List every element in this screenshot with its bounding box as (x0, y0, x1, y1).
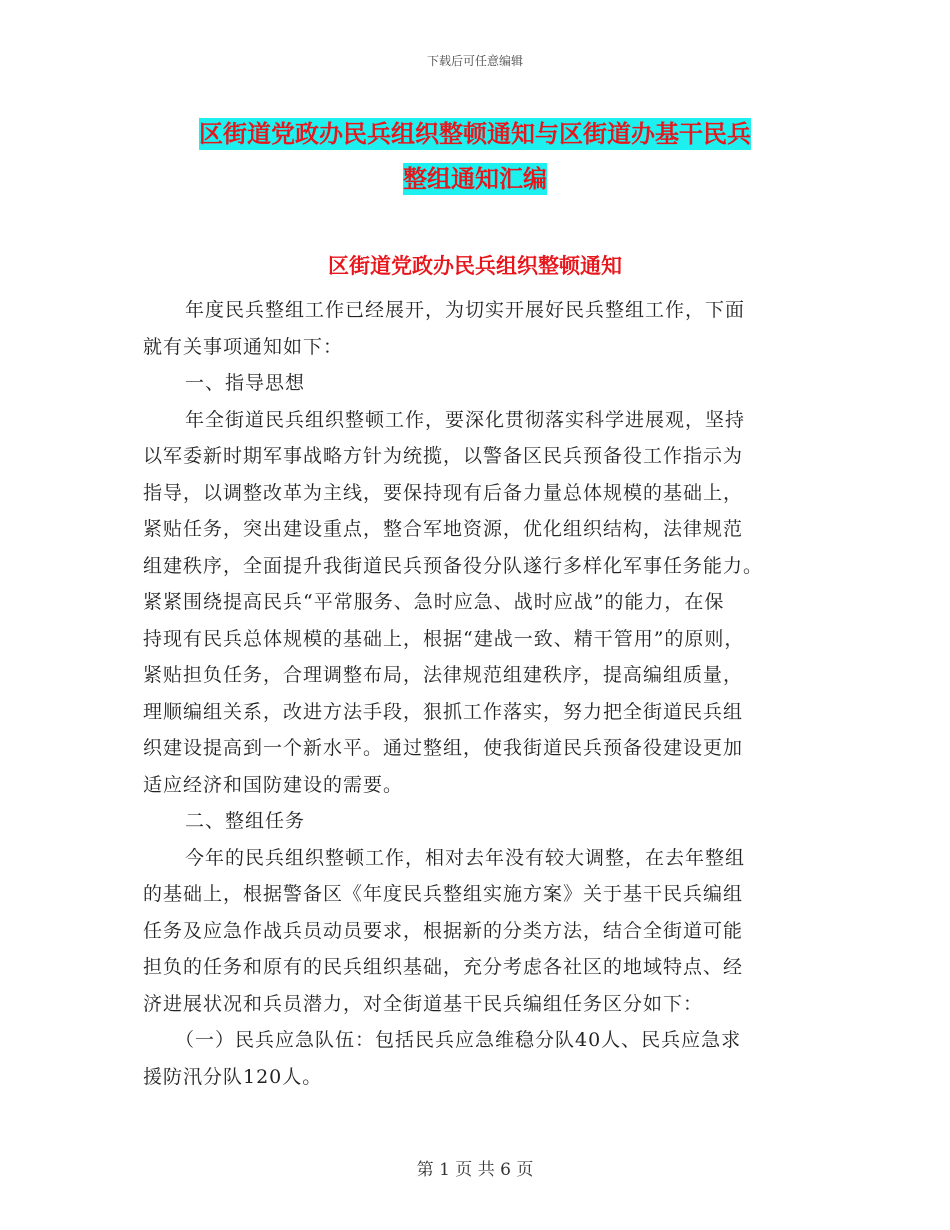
paragraph-line: 持现有民兵总体规模的基础上，根据“建战一致、精干管用”的原则， (143, 627, 745, 650)
paragraph-line: 年度民兵整组工作已经展开，为切实开展好民兵整组工作，下面 (185, 299, 746, 321)
body-text (143, 292, 803, 1095)
paragraph-line: 的基础上，根据警备区《年度民兵整组实施方案》关于基干民兵编组 (143, 883, 744, 905)
paragraph-line: 紧贴任务，突出建设重点，整合军地资源，优化组织结构，法律规范 (143, 518, 744, 540)
paragraph-line: 担负的任务和原有的民兵组织基础，充分考虑各社区的地域特点、经 (143, 956, 744, 978)
paragraph-line: 织建设提高到一个新水平。通过整组，使我街道民兵预备役建设更加 (143, 737, 744, 759)
document-title-line-2 (0, 159, 950, 194)
list-item-line: 援防汛分队120人。 (143, 1065, 323, 1088)
paragraph-line: 组建秩序，全面提升我街道民兵预备役分队遂行多样化军事任务能力。 (143, 554, 764, 577)
list-item-line: （一）民兵应急队伍：包括民兵应急维稳分队40人、民兵应急求 (175, 1029, 742, 1051)
paragraph-line: 适应经济和国防建设的需要。 (143, 773, 404, 796)
paragraph-line: 指导，以调整改革为主线，要保持现有后备力量总体规模的基础上， (143, 481, 744, 504)
title-line-1-text: 区街道党政办民兵组织整顿通知与区街道办基干民兵 (199, 120, 751, 148)
paragraph-line: 任务及应急作战兵员动员要求，根据新的分类方法，结合全街道可能 (143, 919, 744, 942)
heading-guiding-ideology: 一、指导思想 (185, 372, 306, 394)
paragraph-line: 年全街道民兵组织整顿工作，要深化贯彻落实科学进展观，坚持 (185, 408, 746, 431)
paragraph-line: 济进展状况和兵员潜力，对全街道基干民兵编组任务区分如下： (143, 992, 704, 1015)
paragraph-line: 就有关事项通知如下： (143, 335, 344, 358)
heading-reorganization-tasks: 二、整组任务 (185, 810, 306, 832)
paragraph-line: 今年的民兵组织整顿工作，相对去年没有较大调整，在去年整组 (185, 846, 746, 869)
document-title-line-1 (0, 114, 950, 149)
paragraph-line: 以军委新时期军事战略方针为统揽，以警备区民兵预备役工作指示为 (143, 445, 744, 467)
title-line-2-text: 整组通知汇编 (403, 165, 547, 193)
paragraph-line: 紧紧围绕提高民兵“平常服务、急时应急、战时应战”的能力，在保 (143, 591, 725, 613)
paragraph-line: 紧贴担负任务，合理调整布局，法律规范组建秩序，提高编组质量， (143, 664, 744, 686)
section-title: 区街道党政办民兵组织整顿通知 (328, 254, 622, 278)
header-note: 下载后可任意编辑 (426, 54, 523, 68)
paragraph-line: 理顺编组关系，改进方法手段，狠抓工作落实，努力把全街道民兵组 (143, 700, 744, 723)
page-number-footer: 第 1 页 共 6 页 (416, 1160, 534, 1180)
